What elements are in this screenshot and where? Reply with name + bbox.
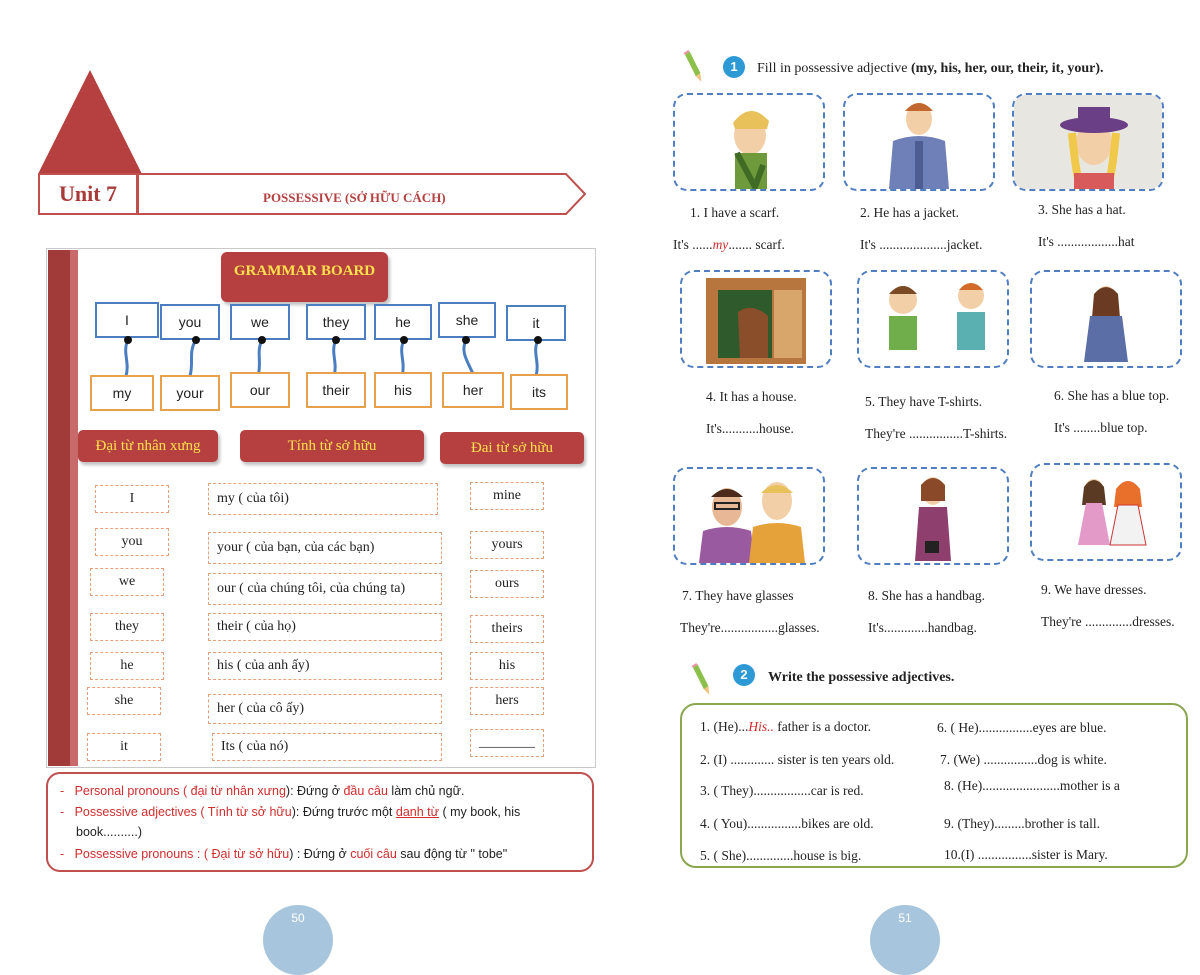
header-possessive-pronouns: Đai từ sở hữu xyxy=(440,432,584,464)
table-cell-adjective: his ( của anh ấy) xyxy=(208,652,442,680)
table-cell-pronoun: she xyxy=(87,687,161,715)
ex2-item[interactable]: 10.(I) ................sister is Mary. xyxy=(944,847,1108,862)
note-possessive-adjectives-cont: book..........) xyxy=(76,825,142,839)
pronoun-box: you xyxy=(160,304,220,340)
table-cell-adjective: her ( của cô ấy) xyxy=(208,694,442,724)
ex2-item[interactable]: 7. (We) ................dog is white. xyxy=(940,752,1107,767)
picture-girl-hat xyxy=(1012,93,1164,191)
grammar-board-sidebar-stripe xyxy=(70,250,78,766)
page-number-right: 51 xyxy=(870,905,940,975)
pronoun-box: he xyxy=(374,304,432,340)
table-cell-adjective: our ( của chúng tôi, của chúng ta) xyxy=(208,573,442,605)
exercise-4-answer-line[interactable]: It's...........house. xyxy=(706,421,794,436)
exercise-number-badge: 1 xyxy=(723,56,745,78)
exercise-9-sentence: 9. We have dresses. xyxy=(1041,582,1147,597)
adjective-box: his xyxy=(374,372,432,408)
adjective-box: her xyxy=(442,372,504,408)
ex2-item[interactable]: 9. (They).........brother is tall. xyxy=(944,816,1100,831)
unit-subtitle: POSSESSIVE (SỞ HỮU CÁCH) xyxy=(263,190,446,205)
ex2-item[interactable]: 6. ( He)................eyes are blue. xyxy=(937,720,1107,735)
ex2-item[interactable]: 4. ( You)................bikes are old. xyxy=(700,816,874,831)
exercise-5-sentence: 5. They have T-shirts. xyxy=(865,394,983,409)
header-possessive-adjectives: Tính từ sở hữu xyxy=(240,430,424,462)
table-cell-pronoun: I xyxy=(95,485,169,513)
pronoun-box: she xyxy=(438,302,496,338)
picture-girls-dresses xyxy=(1030,463,1182,561)
exercise-2-instruction: Write the possessive adjectives. xyxy=(768,670,955,685)
note-possessive-pronouns: - Possessive pronouns : ( Đại từ sở hữu) : Đứng ở cuối câu sau động từ " tobe" xyxy=(60,847,508,861)
table-cell-pronoun: it xyxy=(87,733,161,761)
picture-woman-blue-top xyxy=(1030,270,1182,368)
table-cell-adjective: my ( của tôi) xyxy=(208,483,438,515)
adjective-box: my xyxy=(90,375,154,411)
table-cell-possessive-pronoun: his xyxy=(470,652,544,680)
pronoun-box: it xyxy=(506,305,566,341)
table-cell-adjective: Its ( của nó) xyxy=(212,733,442,761)
exercise-7-answer-line[interactable]: They're.................glasses. xyxy=(680,620,820,635)
exercise-2-answer-line[interactable]: It's ....................jacket. xyxy=(860,237,983,252)
table-cell-adjective: your ( của bạn, của các bạn) xyxy=(208,532,442,564)
picture-boy-scarf xyxy=(673,93,825,191)
exercise-6-answer-line[interactable]: It's ........blue top. xyxy=(1054,420,1148,435)
exercise-8-sentence: 8. She has a handbag. xyxy=(868,588,985,603)
table-cell-pronoun: he xyxy=(90,652,164,680)
picture-boys-tshirts xyxy=(857,270,1009,368)
exercise-3-answer-line[interactable]: It's ..................hat xyxy=(1038,234,1135,249)
picture-man-jacket xyxy=(843,93,995,191)
exercise-8-answer-line[interactable]: It's.............handbag. xyxy=(868,620,977,635)
pronoun-box: they xyxy=(306,304,366,340)
exercise-9-answer-line[interactable]: They're ..............dresses. xyxy=(1041,614,1175,629)
table-cell-possessive-pronoun: theirs xyxy=(470,615,544,643)
adjective-box: your xyxy=(160,375,220,411)
table-cell-pronoun: you xyxy=(95,528,169,556)
adjective-box: our xyxy=(230,372,290,408)
exercise-3-sentence: 3. She has a hat. xyxy=(1038,202,1126,217)
grammar-board-title: GRAMMAR BOARD xyxy=(221,252,388,302)
exercise-1-sentence: 1. I have a scarf. xyxy=(690,205,780,220)
exercise-4-sentence: 4. It has a house. xyxy=(706,389,797,404)
table-cell-possessive-pronoun: mine xyxy=(470,482,544,510)
exercise-number-badge: 2 xyxy=(733,664,755,686)
ex2-item[interactable]: 2. (I) ............. sister is ten years old. xyxy=(700,752,895,767)
pronoun-box: we xyxy=(230,304,290,340)
pronoun-box: I xyxy=(95,302,159,338)
table-cell-possessive-pronoun: ours xyxy=(470,570,544,598)
note-personal-pronouns: - Personal pronouns ( đại từ nhân xưng): Đứng ở đầu câu làm chủ ngữ. xyxy=(60,784,465,798)
table-cell-adjective: their ( của họ) xyxy=(208,613,442,641)
exercise-1-answer-line: It's ......my....... scarf. xyxy=(673,237,785,252)
table-cell-possessive-pronoun: hers xyxy=(470,687,544,715)
exercise-2-sentence: 2. He has a jacket. xyxy=(860,205,959,220)
notes-box xyxy=(46,772,594,872)
exercise-7-sentence: 7. They have glasses xyxy=(682,588,794,603)
picture-men-glasses xyxy=(673,467,825,565)
picture-horse-house xyxy=(680,270,832,368)
ex2-item: 1. (He)...His.. father is a doctor. xyxy=(700,719,871,734)
exercise-5-answer-line[interactable]: They're ................T-shirts. xyxy=(865,426,1008,441)
pencil-icon xyxy=(682,42,702,92)
ex2-item[interactable]: 8. (He).......................mother is a xyxy=(944,778,1120,793)
note-possessive-adjectives: - Possessive adjectives ( Tính từ sở hữu): Đứng trước một danh từ ( my book, his xyxy=(60,805,521,819)
ex2-item[interactable]: 5. ( She)..............house is big. xyxy=(700,848,862,863)
exercise-6-sentence: 6. She has a blue top. xyxy=(1054,388,1170,403)
header-personal-pronouns: Đại từ nhân xưng xyxy=(78,430,218,462)
table-cell-possessive-pronoun: ________ xyxy=(470,729,544,757)
ex2-item[interactable]: 3. ( They).................car is red. xyxy=(700,783,864,798)
pencil-icon xyxy=(690,655,710,705)
table-cell-pronoun: we xyxy=(90,568,164,596)
adjective-box: its xyxy=(510,374,568,410)
unit-label: Unit 7 xyxy=(38,173,138,215)
table-cell-pronoun: they xyxy=(90,613,164,641)
page-number-left: 50 xyxy=(263,905,333,975)
adjective-box: their xyxy=(306,372,366,408)
table-cell-possessive-pronoun: yours xyxy=(470,531,544,559)
unit-roof-shape xyxy=(38,70,142,174)
exercise-1-instruction: Fill in possessive adjective (my, his, her, our, their, it, your). xyxy=(757,61,1104,76)
picture-woman-handbag xyxy=(857,467,1009,565)
